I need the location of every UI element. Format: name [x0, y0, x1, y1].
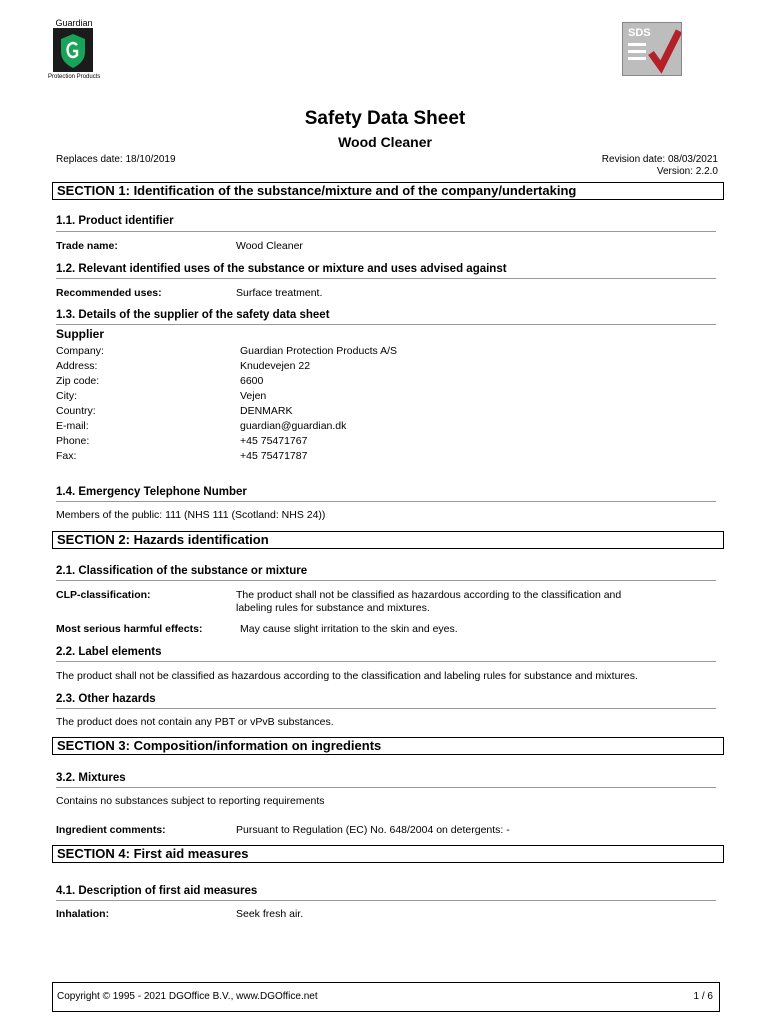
page-number: 1 / 6 [693, 991, 713, 1002]
logo-top-text: Guardian [55, 18, 93, 28]
trade-name-value: Wood Cleaner [236, 240, 303, 252]
sds-badge [622, 22, 682, 76]
ingredient-comments-label: Ingredient comments: [56, 824, 166, 836]
divider [56, 324, 716, 325]
other-hazards-text: The product does not contain any PBT or vPvB substances. [56, 716, 334, 728]
document-title: Safety Data Sheet [304, 108, 466, 129]
subsection-3-2: 3.2. Mixtures [56, 772, 126, 784]
section-2-title: SECTION 2: Hazards identification [52, 531, 724, 549]
subsection-1-4: 1.4. Emergency Telephone Number [56, 486, 247, 498]
supplier-value: Vejen [240, 390, 267, 402]
supplier-value: 6600 [240, 375, 264, 387]
copyright-text: Copyright © 1995 - 2021 DGOffice B.V., www.DGOffice.net [57, 991, 318, 1002]
supplier-value: Knudevejen 22 [240, 360, 311, 372]
divider [56, 231, 716, 232]
replaces-date: Replaces date: 18/10/2019 [56, 154, 176, 165]
clp-value-line1: The product shall not be classified as hazardous according to the classification and [236, 589, 622, 601]
subsection-4-1: 4.1. Description of first aid measures [56, 885, 258, 897]
ingredient-comments-value: Pursuant to Regulation (EC) No. 648/2004 on detergents: - [236, 824, 510, 836]
subsection-2-2: 2.2. Label elements [56, 646, 162, 658]
supplier-label: Country: [56, 405, 96, 417]
supplier-value: Guardian Protection Products A/S [240, 345, 398, 357]
supplier-email[interactable]: guardian@guardian.dk [240, 420, 347, 432]
label-elements-text: The product shall not be classified as hazardous according to the classification and labeling rules for substance and mixtures. [56, 670, 638, 682]
badge-line [628, 57, 646, 60]
harmful-effects-label: Most serious harmful effects: [56, 623, 203, 635]
section-3-title: SECTION 3: Composition/information on ingredients [52, 737, 724, 755]
supplier-value: +45 75471767 [240, 435, 308, 447]
supplier-label: Phone: [56, 435, 90, 447]
divider [56, 278, 716, 279]
section-4-title: SECTION 4: First aid measures [52, 845, 724, 863]
recommended-uses-value: Surface treatment. [236, 287, 323, 299]
version: Version: 2.2.0 [656, 166, 718, 177]
shield-icon [53, 28, 93, 72]
clp-label: CLP-classification: [56, 589, 151, 601]
badge-line [628, 50, 646, 53]
supplier-label: Company: [56, 345, 104, 357]
supplier-label: Zip code: [56, 375, 100, 387]
supplier-value: +45 75471787 [240, 450, 308, 462]
divider [56, 900, 716, 901]
supplier-label: Address: [56, 360, 98, 372]
subsection-1-1: 1.1. Product identifier [56, 215, 174, 227]
guardian-logo [48, 18, 101, 80]
trade-name-label: Trade name: [56, 240, 118, 252]
supplier-label: Fax: [56, 450, 77, 462]
revision-date: Revision date: 08/03/2021 [601, 154, 718, 165]
recommended-uses-label: Recommended uses: [56, 287, 162, 299]
divider [56, 787, 716, 788]
supplier-label: E-mail: [56, 420, 89, 432]
supplier-label: City: [56, 390, 77, 402]
divider [56, 661, 716, 662]
logo-bottom-text: Protection Products [48, 74, 101, 80]
divider [56, 708, 716, 709]
emergency-text: Members of the public: 111 (NHS 111 (Scotland: NHS 24)) [56, 509, 326, 521]
badge-line [628, 43, 646, 46]
product-name: Wood Cleaner [338, 134, 432, 150]
sds-badge-text: SDS [628, 27, 651, 39]
divider [56, 580, 716, 581]
page-footer [52, 982, 720, 1012]
supplier-heading: Supplier [56, 327, 105, 341]
harmful-effects-value: May cause slight irritation to the skin and eyes. [240, 623, 458, 635]
inhalation-label: Inhalation: [56, 908, 110, 920]
subsection-2-1: 2.1. Classification of the substance or mixture [56, 565, 308, 577]
mixtures-text: Contains no substances subject to reporting requirements [56, 795, 325, 807]
subsection-1-2: 1.2. Relevant identified uses of the substance or mixture and uses advised against [56, 263, 507, 275]
inhalation-value: Seek fresh air. [236, 908, 304, 920]
section-1-title: SECTION 1: Identification of the substance/mixture and of the company/undertaking [52, 182, 724, 200]
supplier-value: DENMARK [240, 405, 293, 417]
subsection-1-3: 1.3. Details of the supplier of the safety data sheet [56, 309, 330, 321]
divider [56, 501, 716, 502]
subsection-2-3: 2.3. Other hazards [56, 693, 156, 705]
clp-value-line2: labeling rules for substance and mixtures. [236, 602, 430, 614]
